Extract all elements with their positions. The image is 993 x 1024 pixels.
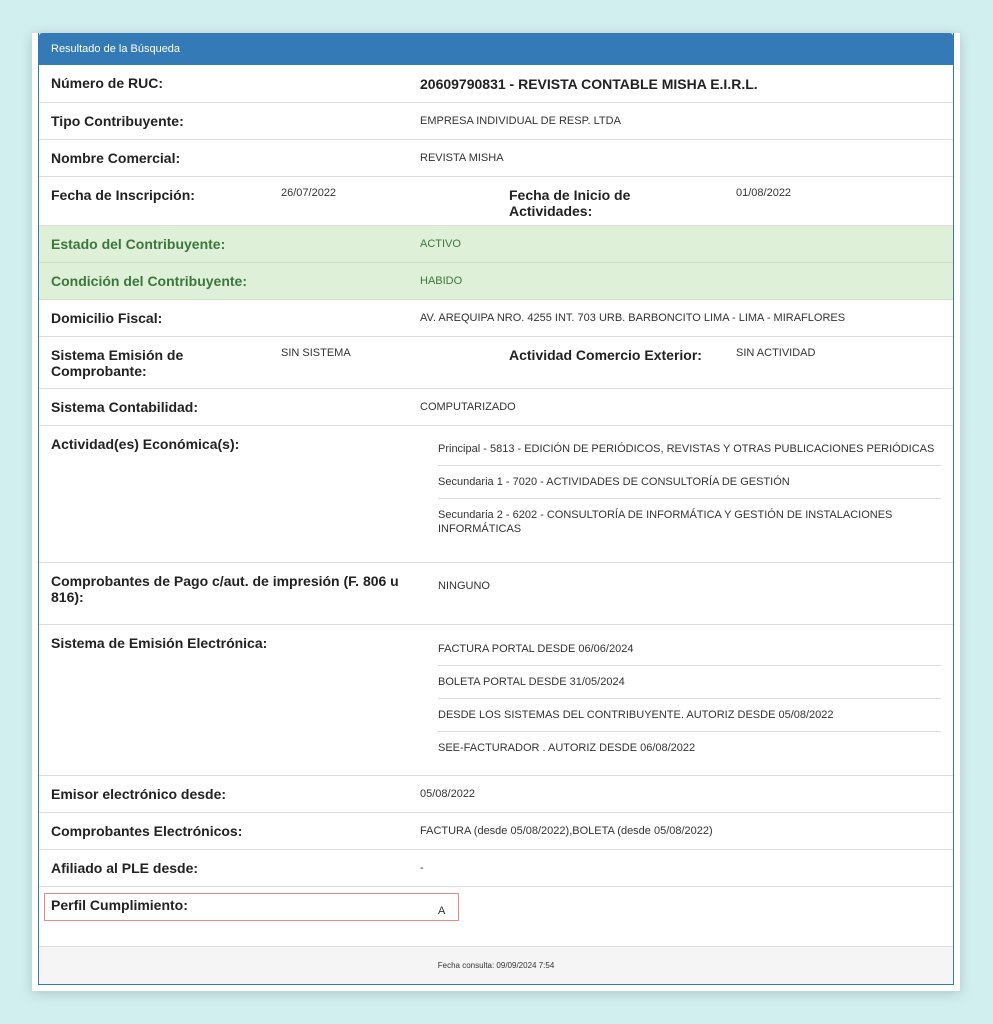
row-actividades — [39, 426, 953, 563]
estado-label: Estado del Contribuyente: — [51, 236, 226, 252]
row-fechas — [39, 177, 953, 226]
inicio-value: 01/08/2022 — [736, 187, 792, 199]
contabilidad-value: COMPUTARIZADO — [420, 401, 516, 413]
inicio-label: Fecha de Inicio de Actividades: — [509, 187, 631, 219]
emisor-value: 05/08/2022 — [420, 788, 476, 800]
nombre-label: Nombre Comercial: — [51, 150, 181, 166]
row-comprobantes-pago — [39, 563, 953, 625]
list-item: DESDE LOS SISTEMAS DEL CONTRIBUYENTE. AUTORIZ DESDE 05/08/2022 — [438, 699, 941, 732]
ruc-label: Número de RUC: — [51, 75, 164, 91]
contabilidad-label: Sistema Contabilidad: — [51, 399, 199, 415]
ple-value: - — [420, 862, 424, 874]
result-panel-inner — [38, 33, 954, 985]
sistema-emision-value: SIN SISTEMA — [281, 347, 351, 359]
emisor-label: Emisor electrónico desde: — [51, 786, 227, 802]
row-emision-electronica — [39, 625, 953, 776]
ruc-value: 20609790831 - REVISTA CONTABLE MISHA E.I.R.L. — [420, 76, 758, 92]
tipo-value: EMPRESA INDIVIDUAL DE RESP. LTDA — [420, 115, 621, 127]
actividades-label: Actividad(es) Económica(s): — [51, 436, 240, 452]
condicion-label: Condición del Contribuyente: — [51, 273, 247, 289]
actividades-list — [438, 433, 941, 545]
nombre-value: REVISTA MISHA — [420, 152, 504, 164]
perfil-label: Perfil Cumplimiento: — [51, 897, 188, 913]
comprobantes-pago-label: Comprobantes de Pago c/aut. de impresión (F. 806 u 816): — [51, 573, 399, 605]
sistema-emision-label: Sistema Emisión de Comprobante: — [51, 347, 184, 379]
list-item: FACTURA PORTAL DESDE 06/06/2024 — [438, 633, 941, 666]
domicilio-label: Domicilio Fiscal: — [51, 310, 163, 326]
row-nombre — [39, 140, 953, 177]
estado-value: ACTIVO — [420, 238, 461, 250]
list-item: SEE-FACTURADOR . AUTORIZ DESDE 06/08/2022 — [438, 742, 696, 754]
domicilio-value: AV. AREQUIPA NRO. 4255 INT. 703 URB. BARBONCITO LIMA - LIMA - MIRAFLORES — [420, 312, 846, 324]
row-contabilidad — [39, 389, 953, 426]
row-estado — [39, 226, 953, 263]
result-panel — [32, 33, 960, 991]
row-tipo — [39, 103, 953, 140]
emision-electronica-list — [438, 633, 941, 764]
inscripcion-value: 26/07/2022 — [281, 187, 337, 199]
condicion-value: HABIDO — [420, 275, 463, 287]
comprobantes-electronicos-label: Comprobantes Electrónicos: — [51, 823, 243, 839]
comprobantes-electronicos-value: FACTURA (desde 05/08/2022),BOLETA (desde 05/08/2022) — [420, 825, 713, 837]
list-item: BOLETA PORTAL DESDE 31/05/2024 — [438, 666, 941, 699]
list-item: Secundaria 2 - 6202 - CONSULTORÍA DE INFORMÁTICA Y GESTIÓN DE INSTALACIONES INFORMÁTICAS — [438, 509, 893, 535]
comercio-exterior-value: SIN ACTIVIDAD — [736, 347, 816, 359]
ple-label: Afiliado al PLE desde: — [51, 860, 199, 876]
panel-footer: Fecha consulta: 09/09/2024 7:54 — [39, 946, 953, 984]
row-condicion — [39, 263, 953, 300]
panel-heading: Resultado de la Búsqueda — [39, 33, 953, 65]
tipo-label: Tipo Contribuyente: — [51, 113, 184, 129]
emision-electronica-label: Sistema de Emisión Electrónica: — [51, 635, 268, 651]
perfil-value: A — [438, 905, 446, 917]
list-item: Secundaria 1 - 7020 - ACTIVIDADES DE CONSULTORÍA DE GESTIÓN — [438, 466, 941, 499]
inscripcion-label: Fecha de Inscripción: — [51, 187, 195, 203]
row-comprobantes-electronicos — [39, 813, 953, 850]
row-ple — [39, 850, 953, 887]
row-perfil — [39, 887, 953, 949]
row-sistema-emision — [39, 337, 953, 389]
list-item: Principal - 5813 - EDICIÓN DE PERIÓDICOS, REVISTAS Y OTRAS PUBLICACIONES PERIÓDICAS — [438, 433, 941, 466]
comercio-exterior-label: Actividad Comercio Exterior: — [509, 347, 702, 363]
row-ruc — [39, 65, 953, 103]
comprobantes-pago-value: NINGUNO — [438, 580, 490, 592]
row-domicilio — [39, 300, 953, 337]
row-emisor — [39, 776, 953, 813]
